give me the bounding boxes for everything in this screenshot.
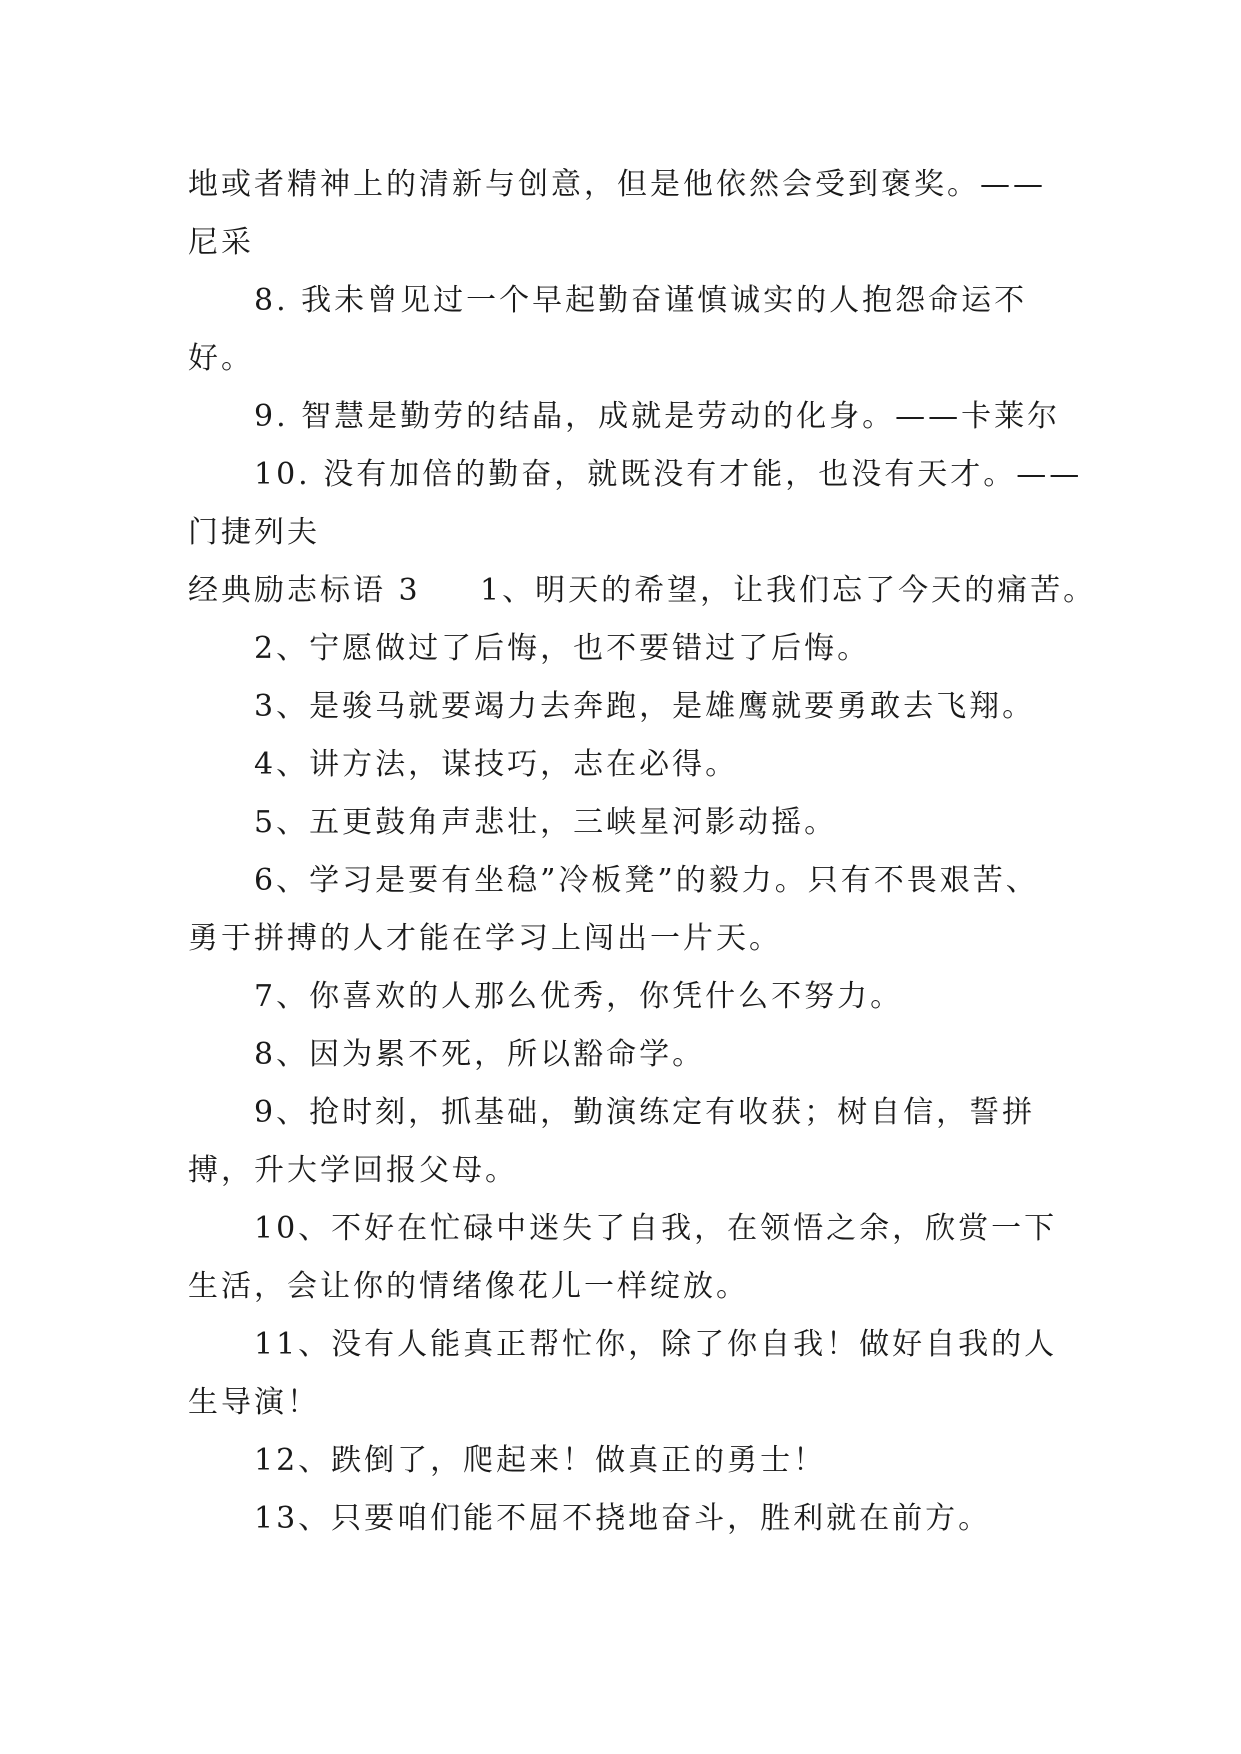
section-heading-row: [188, 562, 1097, 620]
list-item: 3、是骏马就要竭力去奔跑，是雄鹰就要勇敢去飞翔。: [254, 689, 1036, 724]
list-item: 2、宁愿做过了后悔，也不要错过了后悔。: [254, 631, 871, 666]
list-item: 7、你喜欢的人那么优秀，你凭什么不努力。: [254, 979, 904, 1014]
list-item: 12、跌倒了，爬起来！做真正的勇士！: [254, 1443, 827, 1478]
list-item: 13、只要咱们能不屈不挠地奋斗，胜利就在前方。: [254, 1501, 992, 1536]
list-item: 10、不好在忙碌中迷失了自我，在领悟之余，欣赏一下: [254, 1211, 1058, 1246]
list-item: 生导演！: [188, 1385, 320, 1420]
section-heading: 经典励志标语 3: [188, 573, 421, 608]
text-line: 8. 我未曾见过一个早起勤奋谨慎诚实的人抱怨命运不: [254, 283, 1028, 318]
list-item: 4、讲方法，谋技巧，志在必得。: [254, 747, 739, 782]
text-line: 尼采: [188, 225, 254, 260]
list-item: 搏，升大学回报父母。: [188, 1153, 518, 1188]
text-line: 地或者精神上的清新与创意，但是他依然会受到褒奖。——: [188, 167, 1046, 202]
slogan-list: [188, 620, 1060, 1548]
section-first-item: 1、明天的希望，让我们忘了今天的痛苦。: [480, 573, 1097, 608]
list-item: 勇于拼搏的人才能在学习上闯出一片天。: [188, 921, 782, 956]
list-item: 生活，会让你的情绪像花儿一样绽放。: [188, 1269, 749, 1304]
list-item: 6、学习是要有坐稳”冷板凳”的毅力。只有不畏艰苦、: [254, 863, 1039, 898]
list-item: 5、五更鼓角声悲壮，三峡星河影动摇。: [254, 805, 838, 840]
list-item: 8、因为累不死，所以豁命学。: [254, 1037, 706, 1072]
document-body: [188, 156, 1097, 1548]
text-line: 10. 没有加倍的勤奋，就既没有才能，也没有天才。——: [254, 457, 1083, 492]
text-line: 门捷列夫: [188, 515, 320, 550]
quote-list-continued: [188, 156, 1083, 562]
text-line: 好。: [188, 341, 254, 376]
list-item: 11、没有人能真正帮忙你，除了你自我！做好自我的人: [254, 1327, 1058, 1362]
list-item: 9、抢时刻，抓基础，勤演练定有收获；树自信，誓拼: [254, 1095, 1036, 1130]
text-line: 9. 智慧是勤劳的结晶，成就是劳动的化身。——卡莱尔: [254, 399, 1061, 434]
